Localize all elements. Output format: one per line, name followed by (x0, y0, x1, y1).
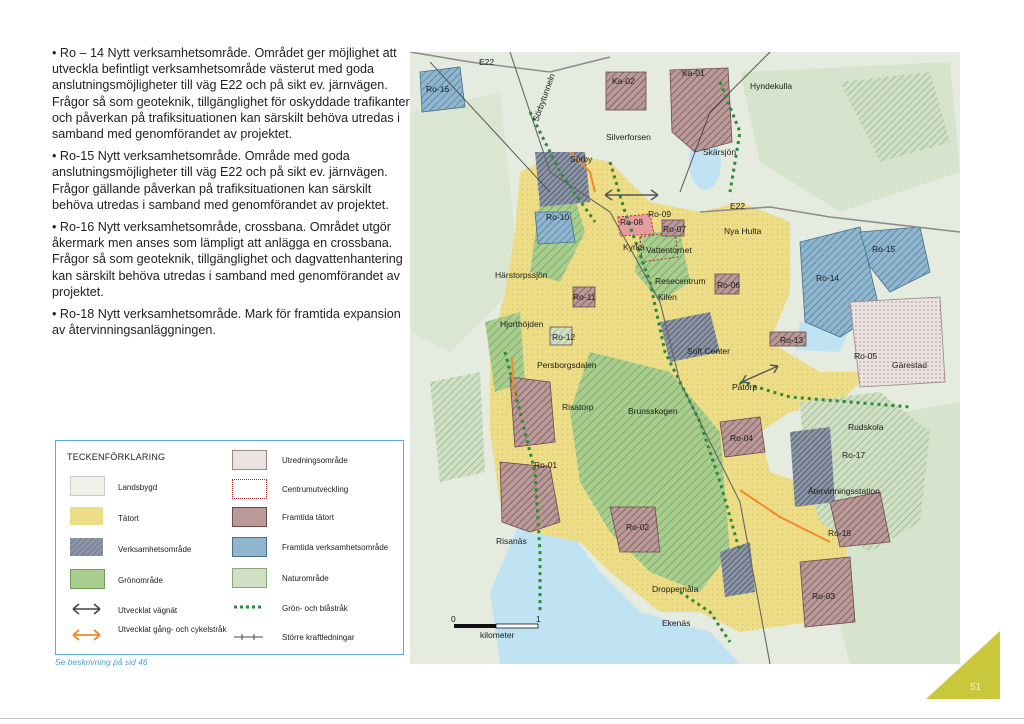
place-kyrka: Kyrka (623, 242, 645, 252)
legend-label-gron-bla: Grön- och blåstråk (282, 604, 348, 613)
label-ro16: Ro-16 (426, 84, 450, 94)
label-ro18: Ro-18 (828, 528, 852, 538)
scale-one: 1 (536, 614, 541, 624)
legend-power-line-icon (232, 628, 265, 646)
place-brunsskogen: Brunsskogen (628, 406, 678, 416)
bullet-ro18: • Ro-18 Nytt verksamhetsområde. Mark för framtida expansion av återvinningsanläggningen. (52, 307, 401, 338)
land-use-map[interactable] (410, 52, 960, 664)
place-persborgsdalen: Persborgsdalen (537, 360, 597, 370)
place-silverforsen: Silverforsen (606, 132, 651, 142)
label-ro06: Ro-06 (717, 280, 741, 290)
legend-label-kraftledning: Större kraftledningar (282, 633, 355, 642)
place-atervinningsstation: Återvinningsstation (808, 486, 880, 496)
place-risatorp: Risatorp (562, 402, 594, 412)
place-kilen: Kilen (658, 292, 677, 302)
label-ro10: Ro-10 (546, 212, 570, 222)
label-ro08: Ro-08 (620, 217, 644, 227)
bullet-ro16: • Ro-16 Nytt verksamhetsområde, crossbana. Området utgör åkermark men anses som lämpligt att anlägga en crossbana. Frågor så som geoteknik, tillgänglighet och dagvattenhantering kan särskilt behöva utredas i samband med genomförandet av projektet. (52, 220, 403, 299)
legend-label-framtida-tatort: Framtida tätort (282, 513, 335, 522)
place-softcenter: Soft Center (687, 346, 730, 356)
label-ro11: Ro-11 (573, 292, 596, 302)
place-rudskola: Rudskola (848, 422, 884, 432)
legend-caption: Se beskrivning på sid 46 (55, 657, 148, 667)
label-ro01: Ro-01 (534, 460, 558, 470)
area-ro18[interactable] (830, 492, 890, 547)
bullet-ro15: • Ro-15 Nytt verksamhetsområde. Område med goda anslutningsmöjligheter till väg E22 och på sikt ev. järnvägen. Frågor gällande påverkan på trafiksituationen kan särskilt behöva utredas i samband med genomförandet av projektet. (52, 149, 389, 212)
legend-swatch-gron (70, 569, 105, 589)
page-bottom-rule (0, 718, 1024, 719)
description-column (52, 45, 410, 344)
legend-cycle-arrow-icon (70, 626, 103, 644)
road-label-e22-east: E22 (730, 201, 746, 211)
legend-green-blue-corridor-icon (232, 598, 265, 616)
scale-unit: kilometer (480, 630, 515, 640)
area-ro01[interactable] (500, 462, 560, 532)
map-legend (55, 440, 404, 655)
place-hyndekulla: Hyndekulla (750, 81, 793, 91)
legend-label-vagnat: Utvecklat vägnät (118, 606, 178, 615)
place-droppemala: Droppemåla (652, 584, 699, 594)
place-skarsjon: Skärsjön (703, 147, 737, 157)
place-garestad: Gärestad (892, 360, 927, 370)
legend-swatch-framtida-verksamhet (232, 537, 267, 557)
scale-zero: 0 (451, 614, 456, 624)
label-ro03: Ro-03 (812, 591, 836, 601)
label-ka01: Ka-01 (682, 68, 705, 78)
legend-label-gron: Grönområde (118, 576, 163, 585)
legend-title: TECKENFÖRKLARING (67, 452, 166, 462)
legend-label-tatort: Tätort (118, 514, 139, 523)
legend-label-utredning: Utredningsområde (282, 456, 348, 465)
place-resecentrum: Resecentrum (655, 276, 706, 286)
place-risanas: Risanäs (496, 536, 527, 546)
label-ro15: Ro-15 (872, 244, 896, 254)
label-ro04: Ro-04 (730, 433, 754, 443)
legend-label-natur: Naturområde (282, 574, 329, 583)
road-label-e22: E22 (479, 57, 495, 67)
legend-label-landsbygd: Landsbygd (118, 483, 158, 492)
place-patorp: Påtorp (732, 382, 758, 392)
legend-label-framtida-verksamhet: Framtida verksamhetsområde (282, 543, 389, 552)
label-ro13: Ro-13 (780, 335, 804, 345)
page-corner (926, 631, 1000, 704)
label-ro17: Ro-17 (842, 450, 866, 460)
legend-swatch-framtida-tatort (232, 507, 267, 527)
page-number: 51 (970, 682, 982, 693)
label-ro07: Ro-07 (663, 224, 687, 234)
legend-swatch-verksamhet (70, 538, 103, 556)
label-ro02: Ro-02 (626, 522, 650, 532)
area-ro05[interactable] (850, 297, 945, 387)
bullet-ro14: • Ro – 14 Nytt verksamhetsområde. Området ger möjlighet att utveckla befintligt verksamhetsområde västerut med goda anslutningsmöjligheter till väg E22 och på sikt ev. järnvägen. Frågor så som geoteknik, tillgänglighet för oskyddade trafikanter och påverkan på trafiksituationen kan särskilt behöva utredas i samband med genomförandet av projektet. (52, 46, 410, 142)
industrial-area-south (720, 542, 755, 597)
legend-label-gangcykel: Utvecklat gång- och cykelstråk (118, 625, 227, 634)
legend-label-verksamhet: Verksamhetsområde (118, 545, 192, 554)
legend-swatch-utredning (232, 450, 267, 470)
legend-road-arrow-icon (70, 600, 103, 618)
label-ro09: Ro-09 (648, 209, 672, 219)
legend-swatch-tatort (70, 507, 103, 525)
place-harstorpssjon: Härstorpssjön (495, 270, 548, 280)
legend-label-centrum: Centrumutveckling (282, 485, 349, 494)
page-corner-triangle (926, 631, 1000, 699)
area-risatorp[interactable] (510, 377, 555, 447)
label-ro05: Ro-05 (854, 351, 878, 361)
place-hjorthojden: Hjorthöjden (500, 319, 544, 329)
legend-swatch-landsbygd (70, 476, 105, 496)
legend-swatch-centrum (232, 479, 267, 499)
label-ro12: Ro-12 (552, 332, 576, 342)
place-sorbytunneln: Sörbytunneln (530, 72, 558, 123)
place-ekenas: Ekenäs (662, 618, 691, 628)
legend-swatch-natur (232, 568, 267, 588)
place-sorby: Sörby (570, 154, 593, 164)
label-ka02: Ka-02 (612, 76, 635, 86)
label-ro14: Ro-14 (816, 273, 840, 283)
place-nya-hulta: Nya Hulta (724, 226, 762, 236)
place-vattentornet: Vattentornet (646, 245, 692, 255)
